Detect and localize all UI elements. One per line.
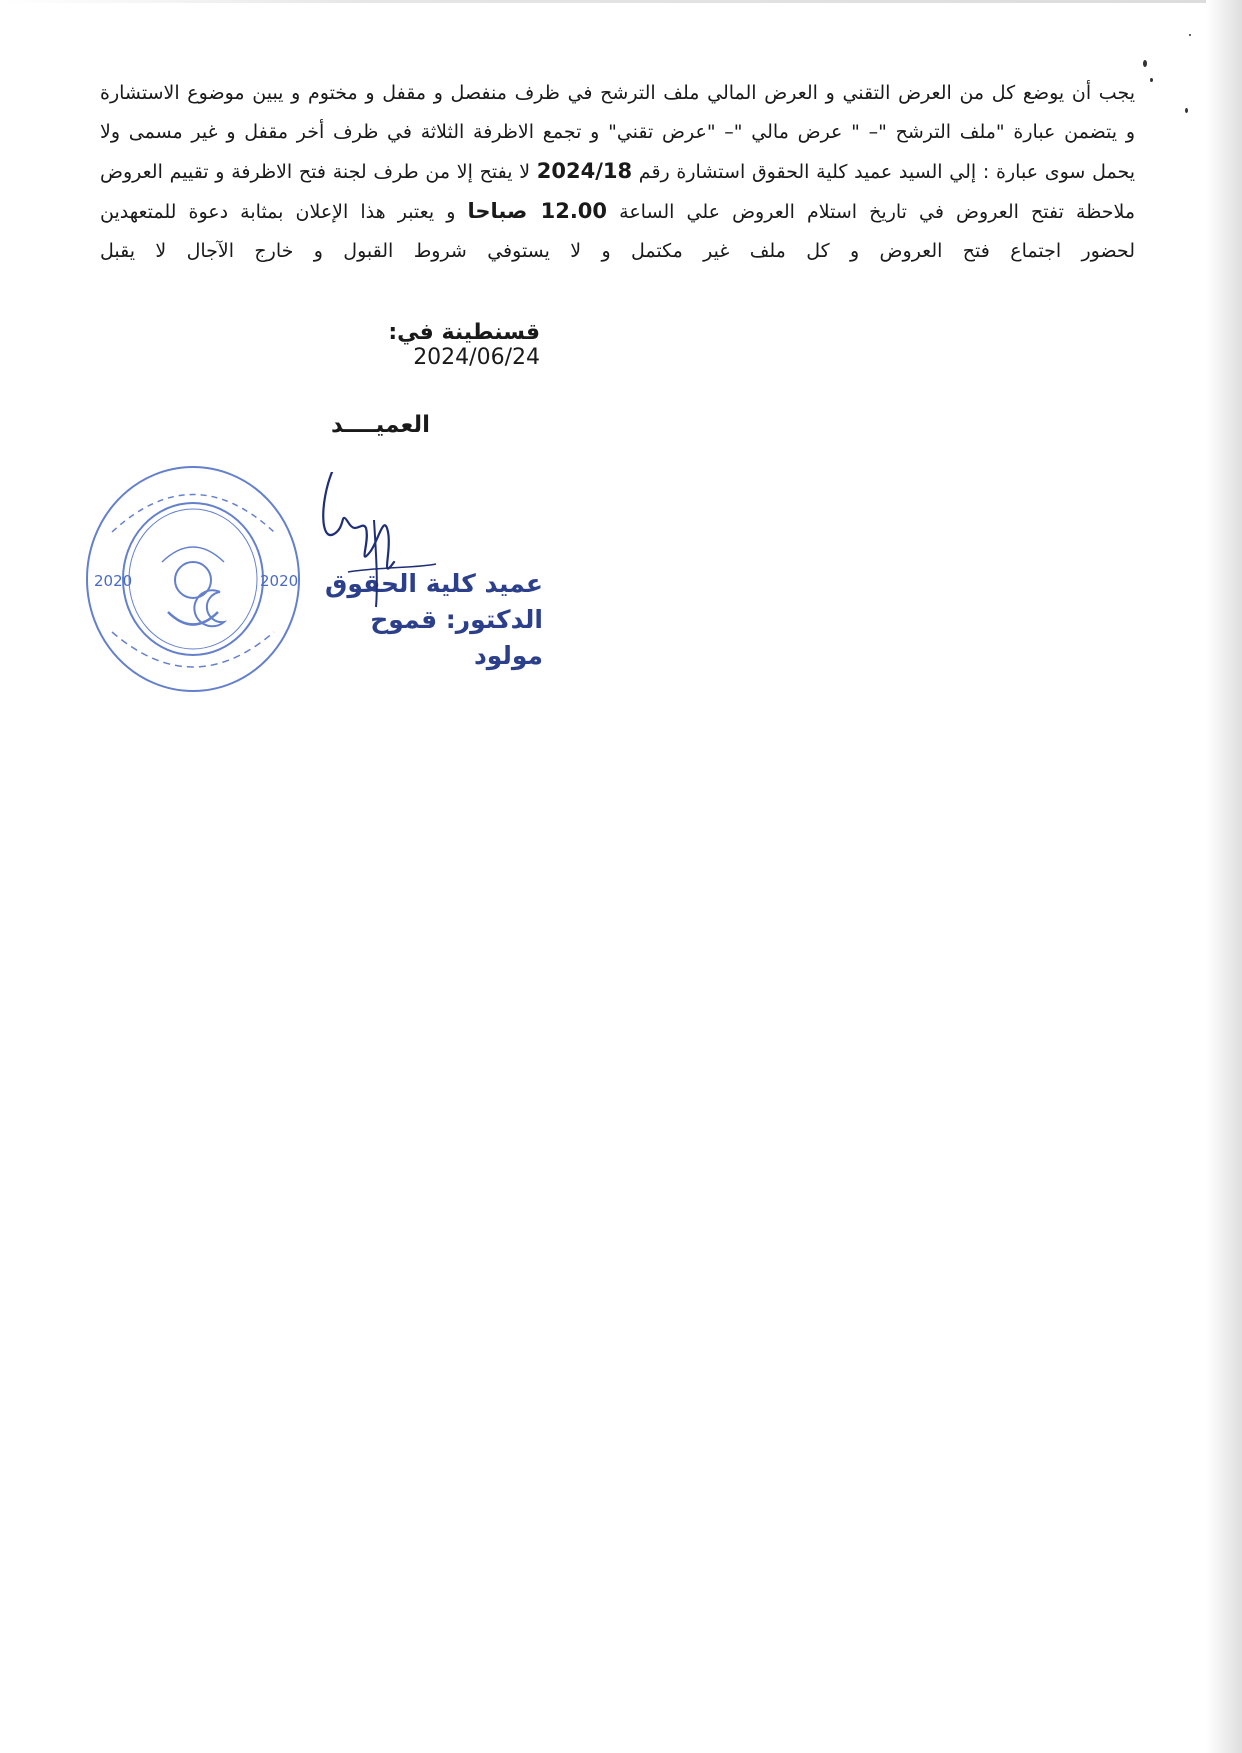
scan-right-edge bbox=[1206, 0, 1242, 1753]
seal-year-right: 2020 bbox=[260, 572, 299, 590]
body-line: و يتضمن عبارة "ملف الترشح "– " عرض مالي "– "عرض تقني" و تجمع الاظرفة الثلاثة في ظرف أخر مقفل و غير مسمى ولا bbox=[100, 121, 1135, 143]
place-label: قسنطينة في: bbox=[388, 320, 540, 345]
announcement-body bbox=[100, 74, 1135, 271]
signatory-name: الدكتور: قموح مولود bbox=[370, 605, 543, 670]
scan-speck bbox=[1143, 60, 1147, 67]
signatory-title: عميد كلية الحقوق bbox=[325, 569, 543, 598]
scan-top-edge bbox=[0, 0, 1242, 3]
scan-speck bbox=[1189, 34, 1191, 36]
official-seal bbox=[82, 462, 304, 696]
emphasized-figure: 2024/18 bbox=[536, 159, 633, 183]
scan-speck bbox=[1185, 108, 1188, 113]
body-line: يجب أن يوضع كل من العرض التقني و العرض المالي ملف الترشح في ظرف منفصل و مقفل و مختوم و يبين موضوع الاستشارة bbox=[100, 82, 1135, 104]
emphasized-figure: 12.00 صباحا bbox=[467, 199, 608, 223]
handwritten-signature bbox=[318, 472, 438, 617]
body-line: يحمل سوى عبارة : إلي السيد عميد كلية الحقوق استشارة رقم 2024/18 لا يفتح إلا من طرف لجنة فتح الاظرفة و تقييم العروض bbox=[100, 159, 1135, 183]
body-line: ملاحظة تفتح العروض في تاريخ استلام العروض علي الساعة 12.00 صباحا و يعتبر هذا الإعلان بمثابة دعوة للمتعهدين bbox=[100, 199, 1136, 223]
place-and-date bbox=[290, 320, 540, 370]
scan-speck bbox=[1150, 78, 1153, 82]
body-line: لحضور اجتماع فتح العروض و كل ملف غير مكتمل و لا يستوفي شروط القبول و خارج الآجال لا يقبل bbox=[100, 240, 1135, 262]
dean-heading: العميــــد bbox=[330, 412, 430, 438]
seal-year-left: 2020 bbox=[94, 572, 133, 590]
issue-date: 2024/06/24 bbox=[413, 345, 540, 370]
